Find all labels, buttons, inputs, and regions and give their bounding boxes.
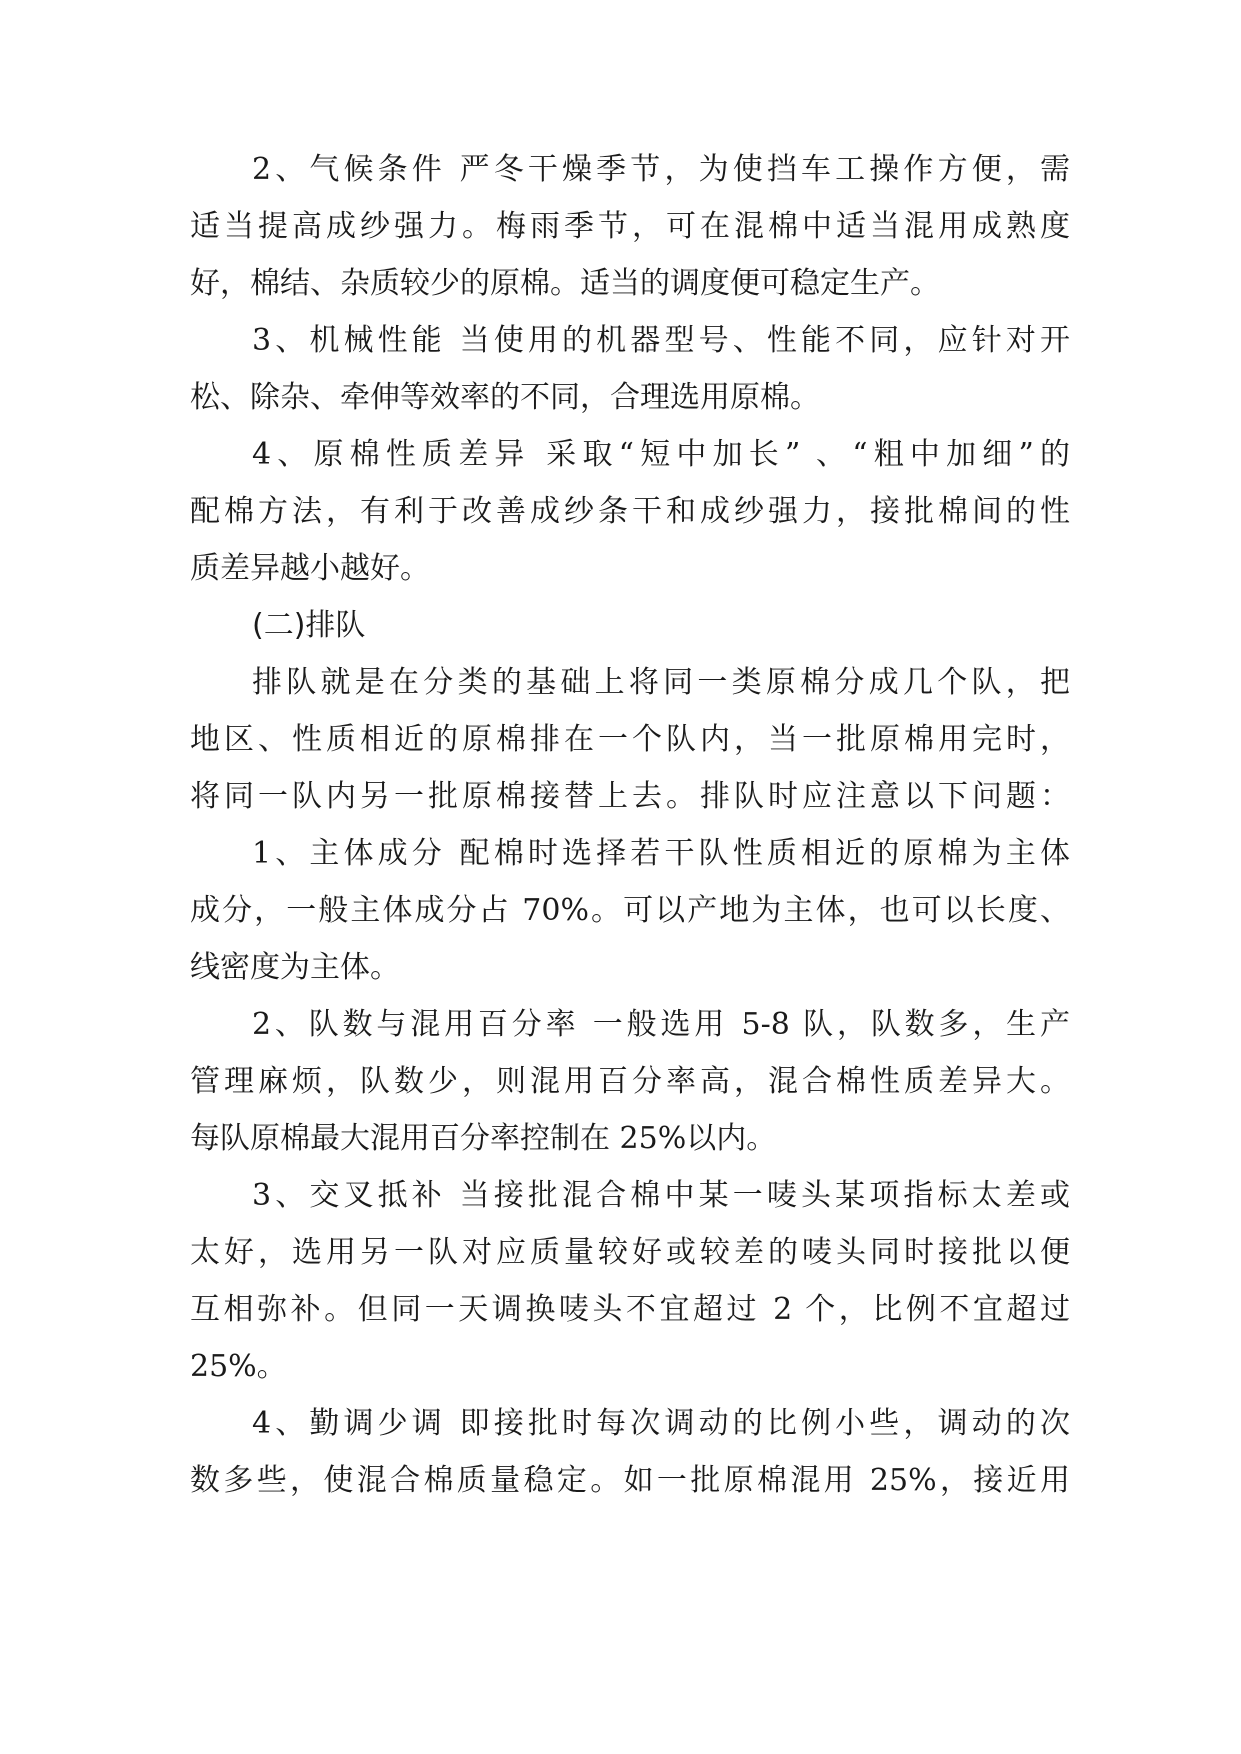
paragraph-line: 2、气候条件 严冬干燥季节，为使挡车工操作方便，需 <box>252 152 1070 187</box>
paragraph-line: 将同一队内另一批原棉接替上去。排队时应注意以下问题： <box>190 779 1070 814</box>
paragraph-line: 3、交叉抵补 当接批混合棉中某一唛头某项指标太差或 <box>252 1178 1070 1213</box>
paragraph-line: 4、勤调少调 即接批时每次调动的比例小些，调动的次 <box>252 1406 1070 1441</box>
paragraph-line: 松、除杂、牵伸等效率的不同，合理选用原棉。 <box>190 380 820 415</box>
paragraph-line: 1、主体成分 配棉时选择若干队性质相近的原棉为主体 <box>252 836 1070 871</box>
paragraph-line: 太好，选用另一队对应质量较好或较差的唛头同时接批以便 <box>190 1235 1070 1270</box>
paragraph-line: 3、机械性能 当使用的机器型号、性能不同，应针对开 <box>252 323 1070 358</box>
paragraph-line: 2、队数与混用百分率 一般选用 5-8 队，队数多，生产 <box>252 1007 1070 1042</box>
paragraph-line: 适当提高成纱强力。梅雨季节，可在混棉中适当混用成熟度 <box>190 209 1070 244</box>
paragraph-line: 成分，一般主体成分占 70%。可以产地为主体，也可以长度、 <box>190 893 1070 928</box>
paragraph-line: 25%。 <box>190 1349 287 1384</box>
paragraph-line: 线密度为主体。 <box>190 950 400 985</box>
paragraph-line: 配棉方法，有利于改善成纱条干和成纱强力，接批棉间的性 <box>190 494 1070 529</box>
paragraph-line: 质差异越小越好。 <box>190 551 430 586</box>
paragraph-line: 数多些，使混合棉质量稳定。如一批原棉混用 25%，接近用 <box>190 1463 1070 1498</box>
section-heading: (二)排队 <box>252 608 366 643</box>
paragraph-line: 管理麻烦，队数少，则混用百分率高，混合棉性质差异大。 <box>190 1064 1070 1099</box>
paragraph-line: 排队就是在分类的基础上将同一类原棉分成几个队，把 <box>252 665 1070 700</box>
paragraph-line: 地区、性质相近的原棉排在一个队内，当一批原棉用完时， <box>190 722 1070 757</box>
paragraph-line: 每队原棉最大混用百分率控制在 25%以内。 <box>190 1121 777 1156</box>
paragraph-line: 4、原棉性质差异 采取“短中加长” 、“粗中加细”的 <box>252 437 1070 472</box>
paragraph-line: 互相弥补。但同一天调换唛头不宜超过 2 个，比例不宜超过 <box>190 1292 1070 1327</box>
paragraph-line: 好，棉结、杂质较少的原棉。适当的调度便可稳定生产。 <box>190 266 940 301</box>
